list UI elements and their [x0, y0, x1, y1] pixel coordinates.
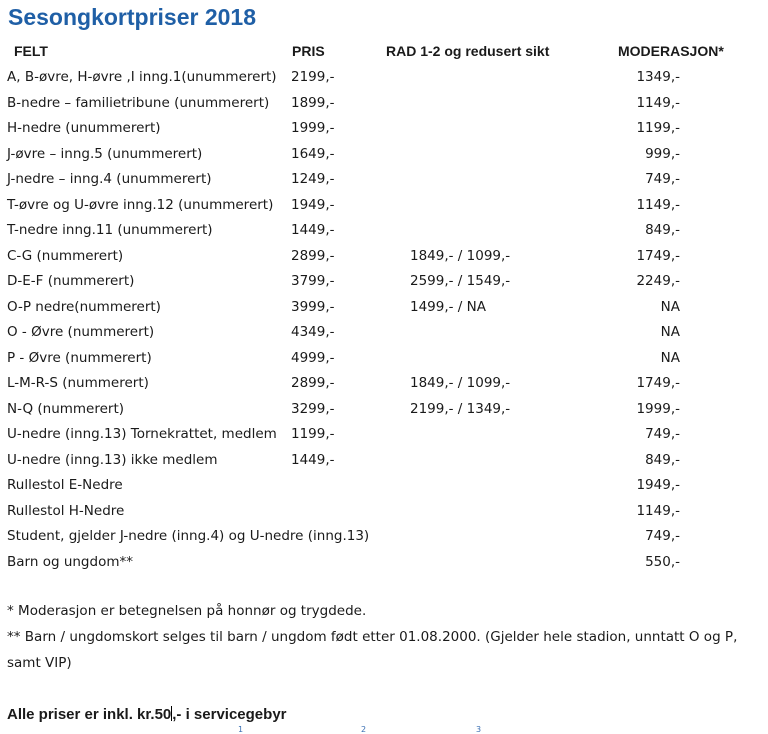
cell-pris: 2899,- [291, 247, 335, 264]
cell-felt: L-M-R-S (nummerert) [7, 375, 149, 391]
cell-moderasjon: 1749,- [636, 375, 680, 391]
cell-pris: 4349,- [291, 324, 335, 340]
cell-felt: P - Øvre (nummerert) [7, 349, 152, 366]
cell-moderasjon: 999,- [645, 145, 680, 162]
cell-felt: Rullestol E-Nedre [7, 477, 123, 493]
header-moderasjon: MODERASJON* [618, 43, 724, 59]
cell-felt: B-nedre – familietribune (unummerert) [7, 94, 270, 111]
footer-text-b: ,- i servicegebyr [172, 706, 287, 723]
table-row [0, 503, 768, 529]
cell-pris: 1449,- [291, 451, 335, 468]
cell-moderasjon: 1199,- [636, 120, 680, 136]
cell-moderasjon: 1149,- [636, 94, 680, 111]
cell-moderasjon: 749,- [645, 171, 680, 187]
footer-note[interactable] [7, 706, 287, 723]
table-row [0, 95, 768, 121]
cell-pris: 3299,- [291, 400, 335, 417]
cell-felt: Rullestol H-Nedre [7, 502, 125, 519]
cell-rad: 1499,- / NA [410, 298, 486, 315]
cell-moderasjon: 749,- [645, 426, 680, 442]
cell-moderasjon: 1149,- [636, 502, 680, 519]
table-row [0, 477, 768, 503]
table-row [0, 299, 768, 325]
cell-moderasjon: 1149,- [636, 196, 680, 213]
cell-rad: 1849,- / 1099,- [410, 247, 511, 264]
cell-rad: 2199,- / 1349,- [410, 400, 511, 417]
cell-felt: N-Q (nummerert) [7, 400, 125, 417]
cell-felt: Barn og ungdom** [7, 553, 133, 570]
table-row [0, 350, 768, 376]
cell-pris: 1199,- [291, 426, 335, 442]
cell-moderasjon: 849,- [645, 451, 680, 468]
cell-moderasjon: NA [660, 298, 680, 315]
table-row [0, 375, 768, 401]
cell-felt: A, B-øvre, H-øvre ,I inng.1(unummerert) [7, 69, 277, 85]
note-barn-ungdom: ** Barn / ungdomskort selges til barn / ungdom født etter 01.08.2000. (Gjelder hele stadion, unntatt O og P, [7, 629, 738, 645]
cell-moderasjon: NA [660, 324, 680, 340]
table-row [0, 69, 768, 95]
cell-pris: 1249,- [291, 171, 335, 187]
table-row [0, 426, 768, 452]
table-row [0, 248, 768, 274]
table-row [0, 197, 768, 223]
header-felt: FELT [14, 43, 48, 59]
footer-text-a: Alle priser er inkl. kr.50 [7, 706, 172, 723]
cell-felt: J-nedre – inng.4 (unummerert) [7, 171, 212, 187]
cell-felt: C-G (nummerert) [7, 247, 124, 264]
cell-felt: J-øvre – inng.5 (unummerert) [7, 145, 203, 162]
header-pris: PRIS [292, 43, 325, 59]
cell-moderasjon: 1349,- [636, 69, 680, 85]
cell-pris: 2899,- [291, 375, 335, 391]
table-row [0, 452, 768, 478]
page-title: Sesongkortpriser 2018 [8, 4, 257, 30]
cell-pris: 1999,- [291, 120, 335, 136]
cell-felt: D-E-F (nummerert) [7, 273, 135, 289]
cell-felt: T-øvre og U-øvre inng.12 (unummerert) [7, 196, 274, 213]
cell-moderasjon: 1999,- [636, 400, 680, 417]
cell-pris: 2199,- [291, 69, 335, 85]
table-row [0, 222, 768, 248]
cell-felt: H-nedre (unummerert) [7, 120, 161, 136]
cell-moderasjon: NA [660, 349, 680, 366]
table-row [0, 401, 768, 427]
cell-pris: 3799,- [291, 273, 335, 289]
cell-moderasjon: 1949,- [636, 477, 680, 493]
note-barn-ungdom-cont: samt VIP) [7, 655, 72, 671]
cell-moderasjon: 1749,- [636, 247, 680, 264]
cell-felt: Student, gjelder J-nedre (inng.4) og U-nedre (inng.13) [7, 528, 370, 544]
cell-pris: 1649,- [291, 145, 335, 162]
cell-felt: T-nedre inng.11 (unummerert) [7, 222, 213, 238]
cell-felt: U-nedre (inng.13) Tornekrattet, medlem [7, 426, 277, 442]
table-row [0, 171, 768, 197]
superscript-mark: 3 [476, 725, 482, 734]
note-moderasjon: * Moderasjon er betegnelsen på honnør og trygdede. [7, 603, 367, 619]
cell-rad: 2599,- / 1549,- [410, 273, 511, 289]
table-row [0, 146, 768, 172]
table-row [0, 120, 768, 146]
cell-moderasjon: 2249,- [636, 273, 680, 289]
cell-pris: 4999,- [291, 349, 335, 366]
cell-moderasjon: 749,- [645, 528, 680, 544]
cell-pris: 1949,- [291, 196, 335, 213]
cell-pris: 3999,- [291, 298, 335, 315]
cell-rad: 1849,- / 1099,- [410, 375, 511, 391]
cell-felt: O - Øvre (nummerert) [7, 324, 155, 340]
cell-pris: 1899,- [291, 94, 335, 111]
cell-pris: 1449,- [291, 222, 335, 238]
table-row [0, 273, 768, 299]
cell-felt: U-nedre (inng.13) ikke medlem [7, 451, 218, 468]
superscript-mark: 2 [361, 725, 367, 734]
cell-moderasjon: 550,- [645, 553, 680, 570]
cell-felt: O-P nedre(nummerert) [7, 298, 161, 315]
table-row [0, 554, 768, 580]
table-row [0, 528, 768, 554]
cell-moderasjon: 849,- [645, 222, 680, 238]
header-rad: RAD 1-2 og redusert sikt [386, 43, 550, 59]
table-row [0, 324, 768, 350]
superscript-mark: 1 [238, 725, 244, 734]
